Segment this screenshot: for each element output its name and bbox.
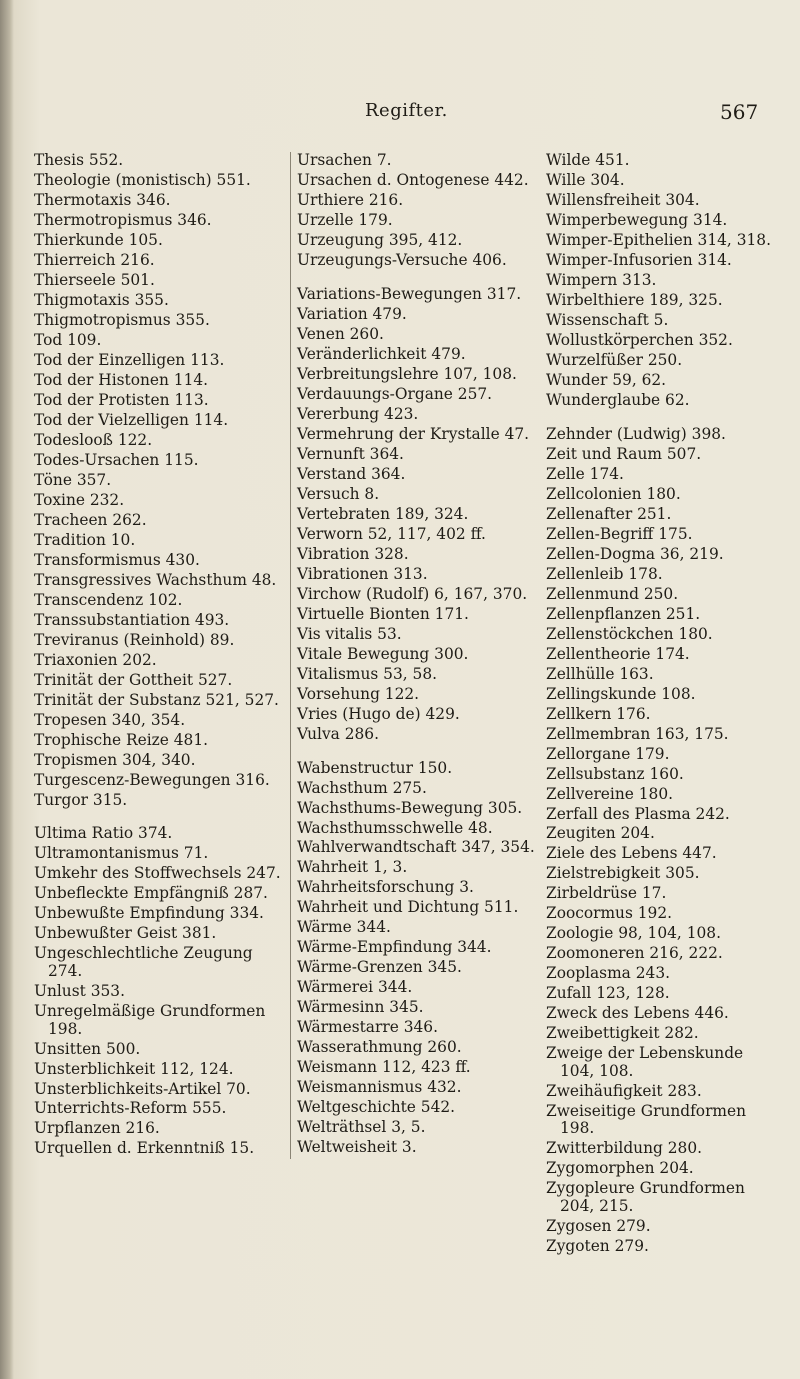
index-entry: Versuch 8.	[297, 484, 380, 503]
index-entry: Wilde 451.	[546, 151, 630, 169]
letter-group-gap	[546, 412, 776, 426]
index-entry: Turgor 315.	[34, 790, 128, 809]
index-entry: Wahlverwandtschaft 347, 354.	[297, 838, 535, 857]
index-entry: Ultima Ratio 374.	[34, 824, 173, 843]
index-entry: Thigmotropismus 355.	[34, 310, 210, 329]
index-entry: Vererbung 423.	[297, 404, 419, 423]
index-entry: Zwitterbildung 280.	[546, 1139, 703, 1158]
running-title: Regifter.	[365, 100, 448, 121]
index-entry: Zirbeldrüse 17.	[546, 884, 667, 903]
index-entry: Urzelle 179.	[297, 210, 393, 229]
index-entry: Veränderlichkeit 479.	[297, 344, 466, 363]
index-entry: Wimper-Infusorien 314.	[546, 250, 732, 269]
index-entry: Wille 304.	[546, 170, 625, 189]
index-entry: Unsterblichkeits-Artikel 70.	[34, 1079, 251, 1098]
index-entry: Zygoten 279.	[546, 1236, 649, 1255]
index-entry: Zellenstöckchen 180.	[546, 624, 713, 643]
index-entry: Zweihäufigkeit 283.	[546, 1081, 702, 1100]
index-entry: Wasserathmung 260.	[297, 1038, 462, 1057]
index-entry: Wärme 344.	[297, 918, 391, 937]
index-entry: Zehnder (Ludwig) 398.	[546, 424, 726, 443]
index-entry: Zoomoneren 216, 222.	[546, 944, 723, 963]
index-entry: Wimper-Epithelien 314, 318.	[546, 230, 771, 249]
index-entry: Zellenleib 178.	[546, 564, 663, 583]
index-column-1	[34, 152, 286, 1160]
index-entry: Zellhülle 163.	[546, 664, 654, 683]
index-entry: Unsterblichkeit 112, 124.	[34, 1059, 234, 1078]
index-entry: Zooplasma 243.	[546, 964, 671, 983]
page-header	[0, 100, 800, 130]
index-entry: Verdauungs-Organe 257.	[297, 384, 493, 403]
index-entry: Thermotropismus 346.	[34, 210, 212, 229]
index-entry: Unbewußte Empfindung 334.	[34, 904, 264, 923]
index-entry: Wärmesinn 345.	[297, 998, 424, 1017]
index-entry: Vibration 328.	[297, 544, 409, 563]
index-entry: Wachsthumsschwelle 48.	[297, 818, 493, 837]
index-entry: Zellenpflanzen 251.	[546, 604, 701, 623]
index-entry: Vermehrung der Krystalle 47.	[297, 424, 530, 443]
index-column-2	[290, 152, 539, 1159]
index-entry: Vries (Hugo de) 429.	[297, 704, 460, 723]
index-entry: Vernunft 364.	[297, 444, 404, 463]
index-entry: Willensfreiheit 304.	[546, 190, 700, 209]
index-entry: Ursachen d. Ontogenese 442.	[297, 170, 529, 189]
index-column-3	[546, 152, 776, 1258]
index-entry: Toxine 232.	[34, 490, 125, 509]
index-entry: Tradition 10.	[34, 530, 136, 549]
letter-group-gap	[34, 811, 286, 825]
index-entry: Wahrheit und Dichtung 511.	[297, 898, 519, 917]
page-number: 567	[720, 100, 759, 124]
index-entry: Zoocormus 192.	[546, 904, 673, 923]
index-entry: Zweibettigkeit 282.	[546, 1024, 699, 1043]
index-entry: Transgressives Wachsthum 48.	[34, 570, 277, 589]
index-entry: Weltgeschichte 542.	[297, 1098, 456, 1117]
index-entry: Wurzelfüßer 250.	[546, 350, 683, 369]
index-entry: Tod der Histonen 114.	[34, 370, 209, 389]
book-spine-shadow	[0, 0, 14, 1379]
index-entry: Urquellen d. Erkenntniß 15.	[34, 1139, 255, 1158]
index-entry: Zellenafter 251.	[546, 504, 672, 523]
index-entry: Welträthsel 3, 5.	[297, 1118, 426, 1137]
index-entry: Vitalismus 53, 58.	[297, 664, 438, 683]
index-entry: Tracheen 262.	[34, 510, 147, 529]
index-entry: Zeugiten 204.	[546, 824, 655, 843]
index-entry: Ursachen 7.	[297, 151, 392, 169]
index-entry: Transsubstantiation 493.	[34, 610, 230, 629]
index-entry: Verbreitungslehre 107, 108.	[297, 364, 517, 383]
index-entry: Wärmestarre 346.	[297, 1018, 438, 1037]
index-entry: Zygosen 279.	[546, 1217, 651, 1235]
index-entry: Wirbelthiere 189, 325.	[546, 290, 723, 309]
index-entry: Unlust 353.	[34, 981, 125, 1000]
index-entry: Wärme-Empfindung 344.	[297, 938, 492, 957]
index-entry: Zelle 174.	[546, 464, 624, 483]
index-entry: Zellsubstanz 160.	[546, 764, 684, 783]
index-entry: Unbewußter Geist 381.	[34, 924, 217, 943]
index-entry: Zellenmund 250.	[546, 584, 679, 603]
index-entry: Vitale Bewegung 300.	[297, 644, 469, 663]
index-entry: Zellen-Dogma 36, 219.	[546, 544, 724, 563]
index-entry: Tod 109.	[34, 330, 102, 349]
index-entry: Umkehr des Stoffwechsels 247.	[34, 864, 281, 883]
index-entry: Vulva 286.	[297, 724, 379, 743]
index-entry: Wabenstructur 150.	[297, 758, 453, 777]
index-entry: Trinität der Gottheit 527.	[34, 670, 233, 689]
index-entry: Todes-Ursachen 115.	[34, 450, 199, 469]
index-entry: Wärmerei 344.	[297, 978, 413, 997]
index-entry: Wärme-Grenzen 345.	[297, 958, 462, 977]
index-entry: Vertebraten 189, 324.	[297, 504, 469, 523]
index-entry: Thesis 552.	[34, 151, 124, 169]
index-entry: Turgescenz-Bewegungen 316.	[34, 770, 270, 789]
index-entry: Tod der Protisten 113.	[34, 390, 209, 409]
index-entry: Ungeschlechtliche Zeugung 274.	[34, 944, 253, 980]
index-entry: Virtuelle Bionten 171.	[297, 604, 469, 623]
index-entry: Tod der Vielzelligen 114.	[34, 410, 229, 429]
index-entry: Zeit und Raum 507.	[546, 444, 702, 463]
index-entry: Zygopleure Grundformen 204, 215.	[546, 1179, 745, 1216]
index-entry: Venen 260.	[297, 324, 384, 343]
index-entry: Urpflanzen 216.	[34, 1119, 160, 1138]
index-entry: Zoologie 98, 104, 108.	[546, 924, 721, 943]
index-entry: Variations-Bewegungen 317.	[297, 284, 522, 303]
index-entry: Zellorgane 179.	[546, 744, 670, 763]
index-entry: Wachsthum 275.	[297, 778, 427, 797]
index-entry: Unregelmäßige Grundformen 198.	[34, 1001, 266, 1038]
index-entry: Wunder 59, 62.	[546, 370, 667, 389]
index-entry: Triaxonien 202.	[34, 650, 157, 669]
index-entry: Zellkern 176.	[546, 704, 651, 723]
index-entry: Weismannismus 432.	[297, 1078, 462, 1097]
index-entry: Thierkunde 105.	[34, 230, 163, 249]
index-entry: Tropismen 304, 340.	[34, 750, 196, 769]
index-entry: Wachsthums-Bewegung 305.	[297, 798, 523, 817]
index-entry: Trophische Reize 481.	[34, 730, 209, 749]
index-entry: Unterrichts-Reform 555.	[34, 1099, 227, 1118]
index-entry: Wimpern 313.	[546, 270, 657, 289]
index-entry: Wahrheitsforschung 3.	[297, 878, 474, 897]
index-entry: Tropesen 340, 354.	[34, 710, 186, 729]
index-entry: Trinität der Substanz 521, 527.	[34, 690, 279, 709]
index-entry: Zweige der Lebenskunde 104, 108.	[546, 1044, 744, 1080]
index-entry: Ultramontanismus 71.	[34, 844, 209, 863]
letter-group-gap	[297, 272, 539, 286]
index-entry: Variation 479.	[297, 304, 407, 323]
index-entry: Zweck des Lebens 446.	[546, 1004, 729, 1023]
index-entry: Transcendenz 102.	[34, 590, 183, 609]
index-entry: Tod der Einzelligen 113.	[34, 350, 225, 369]
index-entry: Vis vitalis 53.	[297, 624, 402, 643]
index-entry: Zygomorphen 204.	[546, 1159, 694, 1178]
index-entry: Verstand 364.	[297, 464, 406, 483]
index-entry: Wissenschaft 5.	[546, 310, 669, 329]
index-entry: Treviranus (Reinhold) 89.	[34, 630, 235, 649]
index-entry: Virchow (Rudolf) 6, 167, 370.	[297, 584, 528, 603]
index-entry: Wahrheit 1, 3.	[297, 858, 408, 877]
index-entry: Vorsehung 122.	[297, 684, 420, 703]
index-entry: Zellvereine 180.	[546, 784, 674, 803]
index-entry: Zellmembran 163, 175.	[546, 724, 729, 743]
index-entry: Wollustkörperchen 352.	[546, 330, 733, 349]
letter-group-gap	[297, 746, 539, 760]
index-entry: Weltweisheit 3.	[297, 1138, 417, 1157]
index-entry: Thermotaxis 346.	[34, 190, 171, 209]
index-entry: Verworn 52, 117, 402 ff.	[297, 524, 486, 543]
index-entry: Zellen-Begriff 175.	[546, 524, 693, 543]
index-entry: Theologie (monistisch) 551.	[34, 170, 251, 189]
index-entry: Thigmotaxis 355.	[34, 290, 169, 309]
index-entry: Weismann 112, 423 ff.	[297, 1058, 471, 1077]
index-entry: Zielstrebigkeit 305.	[546, 864, 700, 883]
index-entry: Thierseele 501.	[34, 270, 155, 289]
index-entry: Urzeugung 395, 412.	[297, 230, 463, 249]
index-entry: Töne 357.	[34, 470, 112, 489]
index-entry: Unbefleckte Empfängniß 287.	[34, 884, 268, 903]
index-entry: Zellingskunde 108.	[546, 684, 696, 703]
index-entry: Unsitten 500.	[34, 1039, 141, 1058]
index-entry: Urthiere 216.	[297, 190, 404, 209]
index-entry: Ziele des Lebens 447.	[546, 844, 717, 863]
index-entry: Zufall 123, 128.	[546, 984, 670, 1003]
index-entry: Thierreich 216.	[34, 250, 155, 269]
index-entry: Zerfall des Plasma 242.	[546, 804, 730, 823]
index-entry: Zweiseitige Grundformen 198.	[546, 1101, 747, 1138]
index-entry: Wunderglaube 62.	[546, 390, 690, 409]
index-entry: Transformismus 430.	[34, 550, 200, 569]
index-entry: Zellcolonien 180.	[546, 484, 681, 503]
index-entry: Wimperbewegung 314.	[546, 210, 728, 229]
index-entry: Zellentheorie 174.	[546, 644, 690, 663]
index-entry: Vibrationen 313.	[297, 564, 428, 583]
index-entry: Todeslooß 122.	[34, 430, 153, 449]
index-entry: Urzeugungs-Versuche 406.	[297, 250, 507, 269]
